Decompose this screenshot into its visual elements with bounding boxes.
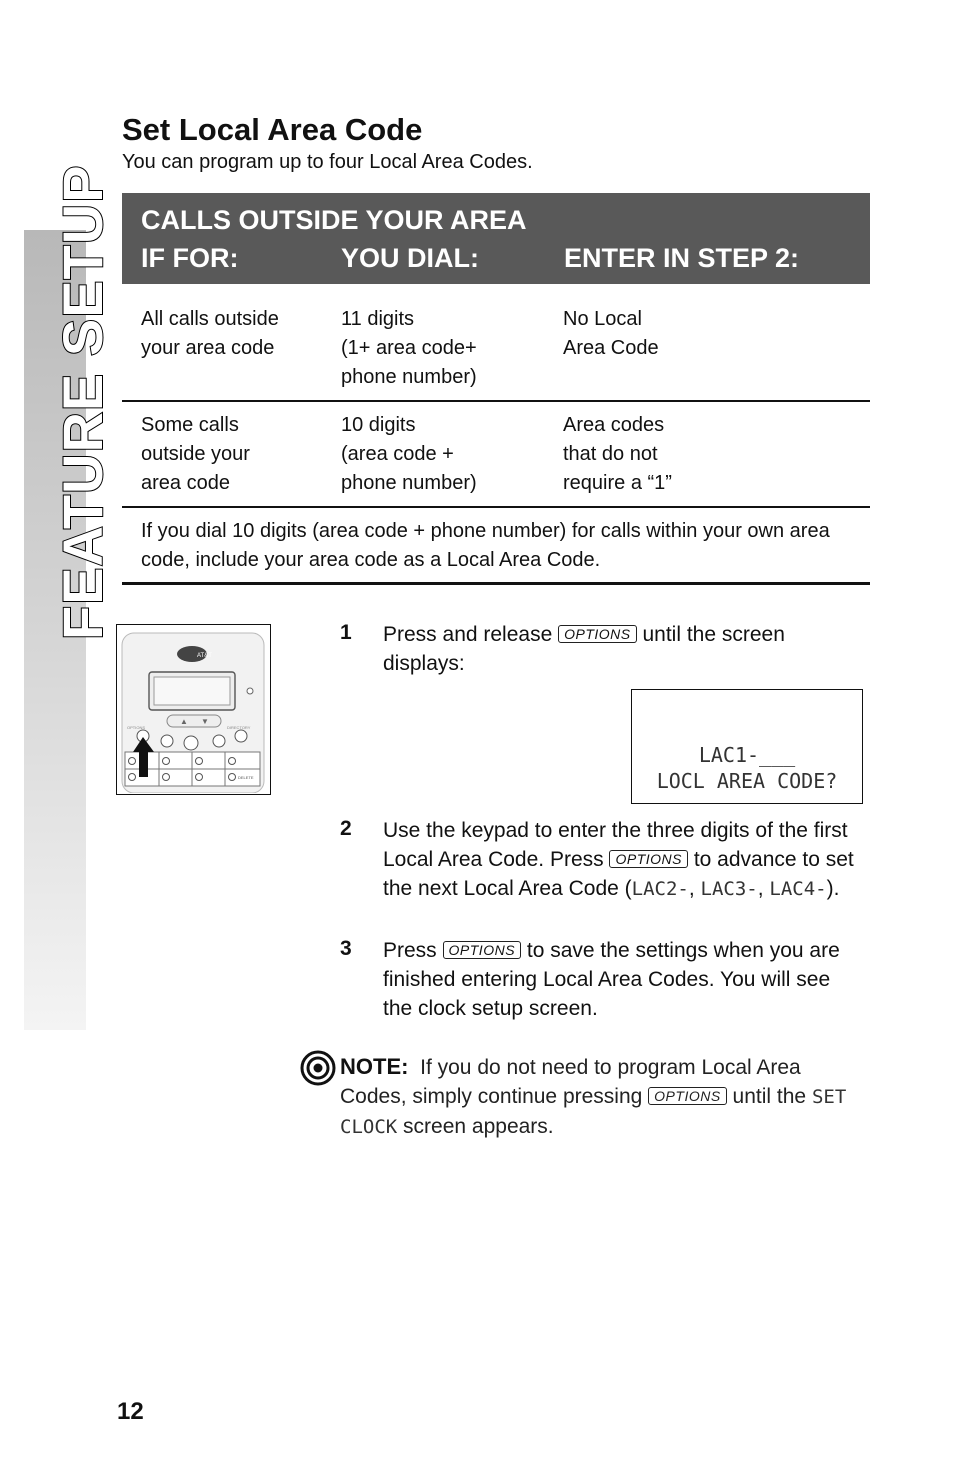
svg-text:▲: ▲ <box>180 717 188 726</box>
step-number: 3 <box>340 937 352 960</box>
options-key-icon: OPTIONS <box>648 1087 727 1105</box>
target-icon <box>300 1050 336 1086</box>
svg-text:OPTIONS: OPTIONS <box>127 725 146 730</box>
column-header-if-for: IF FOR: <box>141 243 239 273</box>
table-cell: Area codes that do not require a “1” <box>563 414 672 494</box>
table-divider <box>122 506 870 508</box>
phone-device-illustration <box>116 624 271 795</box>
table-cell: No Local Area Code <box>563 308 659 359</box>
lcd-line-1: LAC1-___ <box>698 743 796 767</box>
options-key-icon: OPTIONS <box>558 625 637 643</box>
table-cell: 10 digits (area code + phone number) <box>341 414 477 494</box>
step-text: Press and release OPTIONS until the screen displays: <box>383 623 785 675</box>
lcd-line-2: LOCL AREA CODE? <box>656 769 838 793</box>
step-text: Press OPTIONS to save the settings when you are finished entering Local Area Codes. You will see the clock setup screen. <box>383 939 840 1020</box>
step-text: Use the keypad to enter the three digits of the first Local Area Code. Press OPTIONS to advance to set the next Local Area Code (LAC2-, LAC3-, LAC4-). <box>383 819 854 900</box>
svg-text:DELETE: DELETE <box>238 775 254 780</box>
svg-text:AT&T: AT&T <box>197 653 212 659</box>
phone-drawing <box>117 625 269 793</box>
table-heading: CALLS OUTSIDE YOUR AREA <box>141 205 527 235</box>
section-subtitle: You can program up to four Local Area Codes. <box>122 151 533 173</box>
note-paragraph: NOTE: If you do not need to program Local Area Codes, simply continue pressing OPTIONS until the SET CLOCK screen appears. <box>340 1054 847 1138</box>
table-footnote: If you dial 10 digits (area code + phone number) for calls within your own area code, include your area code as a Local Area Code. <box>141 520 830 571</box>
page-number: 12 <box>117 1398 144 1425</box>
step-number: 2 <box>340 817 352 840</box>
side-tab-label: FEATURE SETUP <box>51 164 114 640</box>
table-cell: Some calls outside your area code <box>141 414 250 494</box>
table-bottom-rule <box>122 582 870 585</box>
svg-text:DIRECTORY: DIRECTORY <box>227 725 251 730</box>
options-key-icon: OPTIONS <box>443 941 522 959</box>
table-cell: All calls outside your area code <box>141 308 279 359</box>
step-number: 1 <box>340 621 352 644</box>
table-divider <box>122 400 870 402</box>
options-key-icon: OPTIONS <box>609 850 688 868</box>
section-title: Set Local Area Code <box>122 112 423 147</box>
column-header-enter-in-step-2: ENTER IN STEP 2: <box>564 243 800 273</box>
table-cell: 11 digits (1+ area code+ phone number) <box>341 308 477 388</box>
column-header-you-dial: YOU DIAL: <box>341 243 479 273</box>
note-label: NOTE: <box>340 1054 409 1079</box>
table-header <box>122 193 870 284</box>
lcd-screen-display <box>631 689 863 804</box>
svg-text:▼: ▼ <box>201 717 209 726</box>
